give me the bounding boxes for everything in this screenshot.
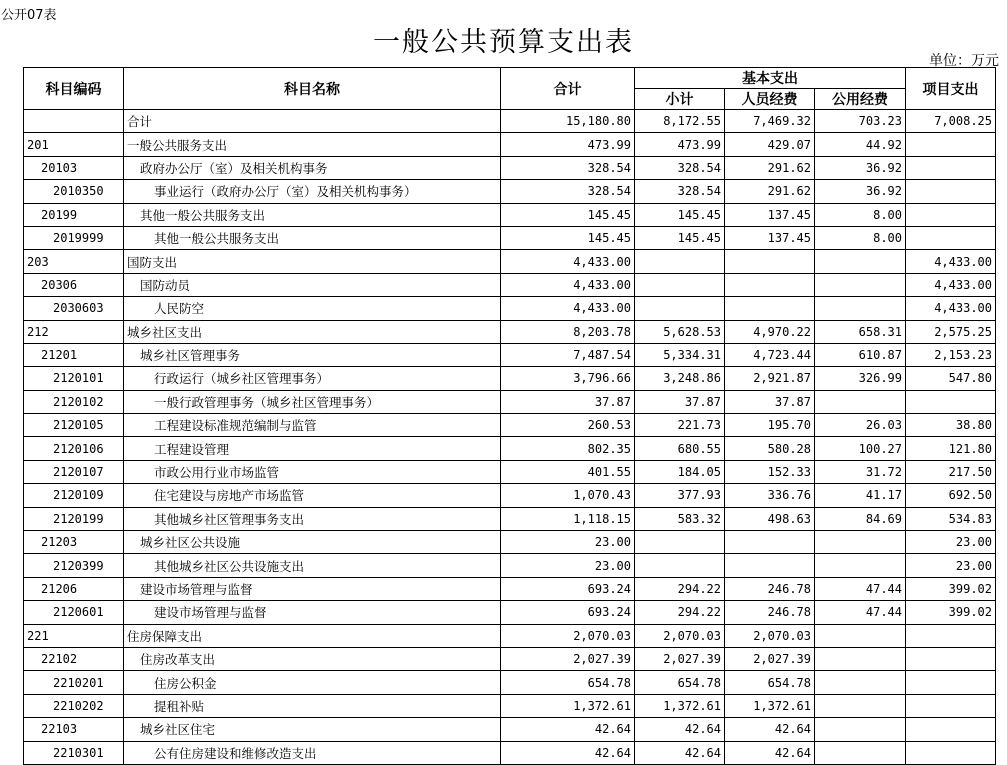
cell-code: 20103: [24, 156, 124, 179]
cell-public: 100.27: [815, 437, 906, 460]
cell-subtotal: [635, 250, 725, 273]
cell-name: 城乡社区公共设施: [124, 531, 501, 554]
cell-project: 2,153.23: [906, 343, 996, 366]
cell-name: 公有住房建设和维修改造支出: [124, 741, 501, 764]
cell-personnel: 429.07: [725, 133, 815, 156]
cell-subtotal: 294.22: [635, 601, 725, 624]
table-row: [24, 343, 996, 366]
cell-personnel: 195.70: [725, 414, 815, 437]
cell-project: [906, 180, 996, 203]
cell-project: [906, 156, 996, 179]
table-row: [24, 226, 996, 249]
cell-subtotal: 328.54: [635, 156, 725, 179]
cell-public: 36.92: [815, 180, 906, 203]
table-header: [24, 68, 996, 110]
cell-project: [906, 741, 996, 764]
cell-subtotal: 328.54: [635, 180, 725, 203]
cell-code: 201: [24, 133, 124, 156]
cell-project: 692.50: [906, 484, 996, 507]
cell-total: 4,433.00: [501, 273, 635, 296]
cell-name: 工程建设标准规范编制与监管: [124, 414, 501, 437]
cell-code: 2210202: [24, 694, 124, 717]
cell-code: 2120109: [24, 484, 124, 507]
cell-name: 提租补贴: [124, 694, 501, 717]
cell-total: 2,070.03: [501, 624, 635, 647]
cell-personnel: 291.62: [725, 156, 815, 179]
cell-total: 654.78: [501, 671, 635, 694]
cell-subtotal: [635, 554, 725, 577]
cell-public: [815, 250, 906, 273]
cell-code: 2120106: [24, 437, 124, 460]
cell-personnel: [725, 554, 815, 577]
table-row: [24, 203, 996, 226]
cell-total: 693.24: [501, 577, 635, 600]
table-row: [24, 367, 996, 390]
cell-name: 国防支出: [124, 250, 501, 273]
cell-subtotal: 1,372.61: [635, 694, 725, 717]
cell-code: 21201: [24, 343, 124, 366]
cell-total: 1,372.61: [501, 694, 635, 717]
table-row: [24, 133, 996, 156]
cell-personnel: 42.64: [725, 741, 815, 764]
cell-name: 城乡社区管理事务: [124, 343, 501, 366]
cell-project: 399.02: [906, 577, 996, 600]
cell-name: 建设市场管理与监督: [124, 601, 501, 624]
cell-personnel: 2,027.39: [725, 647, 815, 670]
cell-total: 145.45: [501, 203, 635, 226]
cell-public: [815, 671, 906, 694]
header-basic: 基本支出: [635, 68, 906, 89]
cell-project: [906, 718, 996, 741]
cell-total: 260.53: [501, 414, 635, 437]
cell-total: 1,070.43: [501, 484, 635, 507]
table-row: [24, 671, 996, 694]
cell-project: [906, 624, 996, 647]
cell-project: 4,433.00: [906, 297, 996, 320]
cell-personnel: [725, 297, 815, 320]
cell-name: 市政公用行业市场监管: [124, 460, 501, 483]
cell-total: 2,027.39: [501, 647, 635, 670]
cell-code: 22103: [24, 718, 124, 741]
cell-project: 2,575.25: [906, 320, 996, 343]
table-row: [24, 250, 996, 273]
cell-personnel: 7,469.32: [725, 110, 815, 133]
cell-project: [906, 671, 996, 694]
cell-personnel: 137.45: [725, 226, 815, 249]
cell-personnel: 137.45: [725, 203, 815, 226]
cell-name: 事业运行（政府办公厅（室）及相关机构事务）: [124, 180, 501, 203]
cell-project: 23.00: [906, 554, 996, 577]
cell-total: 802.35: [501, 437, 635, 460]
table-row: [24, 531, 996, 554]
cell-name: 一般行政管理事务（城乡社区管理事务）: [124, 390, 501, 413]
cell-personnel: 4,970.22: [725, 320, 815, 343]
cell-public: 326.99: [815, 367, 906, 390]
table-row: [24, 601, 996, 624]
table-row: [24, 718, 996, 741]
cell-name: 一般公共服务支出: [124, 133, 501, 156]
header-total: 合计: [501, 68, 635, 110]
cell-project: 547.80: [906, 367, 996, 390]
cell-public: [815, 554, 906, 577]
cell-code: 2030603: [24, 297, 124, 320]
cell-name: 其他一般公共服务支出: [124, 226, 501, 249]
cell-public: [815, 694, 906, 717]
page-title: 一般公共预算支出表: [373, 27, 634, 58]
cell-code: 2120601: [24, 601, 124, 624]
cell-personnel: 37.87: [725, 390, 815, 413]
cell-subtotal: 3,248.86: [635, 367, 725, 390]
header-project: 项目支出: [906, 68, 996, 110]
budget-table: [23, 67, 996, 765]
cell-total: 1,118.15: [501, 507, 635, 530]
header-name: 科目名称: [124, 68, 501, 110]
table-row: [24, 624, 996, 647]
cell-code: 2120199: [24, 507, 124, 530]
cell-code: 2120102: [24, 390, 124, 413]
cell-total: 4,433.00: [501, 297, 635, 320]
cell-public: 610.87: [815, 343, 906, 366]
cell-project: [906, 694, 996, 717]
cell-subtotal: 377.93: [635, 484, 725, 507]
table-row: [24, 320, 996, 343]
cell-subtotal: 5,334.31: [635, 343, 725, 366]
cell-project: 4,433.00: [906, 250, 996, 273]
cell-code: 22102: [24, 647, 124, 670]
cell-personnel: 246.78: [725, 601, 815, 624]
cell-public: 8.00: [815, 226, 906, 249]
cell-personnel: [725, 250, 815, 273]
cell-project: 534.83: [906, 507, 996, 530]
cell-project: 399.02: [906, 601, 996, 624]
cell-public: 31.72: [815, 460, 906, 483]
table-row: [24, 484, 996, 507]
unit-label: 单位：万元: [929, 53, 999, 69]
table-row: [24, 577, 996, 600]
cell-code: 2210301: [24, 741, 124, 764]
cell-subtotal: [635, 273, 725, 296]
cell-name: 住宅建设与房地产市场监管: [124, 484, 501, 507]
cell-project: [906, 203, 996, 226]
cell-project: 4,433.00: [906, 273, 996, 296]
cell-total: 328.54: [501, 180, 635, 203]
cell-code: 2120101: [24, 367, 124, 390]
cell-public: 84.69: [815, 507, 906, 530]
cell-total: 7,487.54: [501, 343, 635, 366]
cell-code: 212: [24, 320, 124, 343]
table-body: [24, 110, 996, 765]
cell-total: 15,180.80: [501, 110, 635, 133]
cell-total: 145.45: [501, 226, 635, 249]
document-tag: 公开07表: [1, 8, 57, 23]
cell-name: 其他一般公共服务支出: [124, 203, 501, 226]
cell-total: 8,203.78: [501, 320, 635, 343]
cell-total: 401.55: [501, 460, 635, 483]
cell-name: 其他城乡社区公共设施支出: [124, 554, 501, 577]
table-row: [24, 180, 996, 203]
cell-total: 4,433.00: [501, 250, 635, 273]
cell-name: 工程建设管理: [124, 437, 501, 460]
cell-subtotal: [635, 297, 725, 320]
cell-personnel: 654.78: [725, 671, 815, 694]
cell-public: 26.03: [815, 414, 906, 437]
cell-code: 203: [24, 250, 124, 273]
cell-personnel: 246.78: [725, 577, 815, 600]
cell-subtotal: 145.45: [635, 226, 725, 249]
cell-personnel: 336.76: [725, 484, 815, 507]
cell-public: [815, 718, 906, 741]
cell-public: [815, 531, 906, 554]
cell-code: 21203: [24, 531, 124, 554]
table-row: [24, 507, 996, 530]
cell-personnel: 42.64: [725, 718, 815, 741]
cell-name: 建设市场管理与监督: [124, 577, 501, 600]
table-row: [24, 156, 996, 179]
table-row: [24, 273, 996, 296]
cell-public: 8.00: [815, 203, 906, 226]
cell-subtotal: 8,172.55: [635, 110, 725, 133]
cell-total: 3,796.66: [501, 367, 635, 390]
table-row: [24, 437, 996, 460]
cell-project: [906, 390, 996, 413]
cell-project: 38.80: [906, 414, 996, 437]
cell-public: [815, 297, 906, 320]
cell-name: 政府办公厅（室）及相关机构事务: [124, 156, 501, 179]
cell-project: [906, 133, 996, 156]
cell-personnel: 2,070.03: [725, 624, 815, 647]
cell-subtotal: 42.64: [635, 741, 725, 764]
cell-public: [815, 624, 906, 647]
cell-code: 2120107: [24, 460, 124, 483]
cell-subtotal: 2,027.39: [635, 647, 725, 670]
cell-subtotal: 294.22: [635, 577, 725, 600]
table-row: [24, 554, 996, 577]
cell-subtotal: 5,628.53: [635, 320, 725, 343]
cell-name: 国防动员: [124, 273, 501, 296]
cell-code: 221: [24, 624, 124, 647]
cell-subtotal: 654.78: [635, 671, 725, 694]
cell-personnel: 580.28: [725, 437, 815, 460]
table-row: [24, 297, 996, 320]
cell-subtotal: 583.32: [635, 507, 725, 530]
cell-project: [906, 647, 996, 670]
cell-public: [815, 390, 906, 413]
cell-public: [815, 273, 906, 296]
cell-code: 20306: [24, 273, 124, 296]
cell-total: 23.00: [501, 554, 635, 577]
cell-name: 人民防空: [124, 297, 501, 320]
cell-subtotal: 2,070.03: [635, 624, 725, 647]
cell-subtotal: 145.45: [635, 203, 725, 226]
header-personnel: 人员经费: [725, 89, 815, 110]
cell-total: 37.87: [501, 390, 635, 413]
cell-code: 2120105: [24, 414, 124, 437]
cell-personnel: 1,372.61: [725, 694, 815, 717]
cell-personnel: [725, 531, 815, 554]
cell-personnel: 498.63: [725, 507, 815, 530]
cell-subtotal: 680.55: [635, 437, 725, 460]
cell-public: 703.23: [815, 110, 906, 133]
cell-public: 47.44: [815, 601, 906, 624]
cell-total: 693.24: [501, 601, 635, 624]
cell-code: 21206: [24, 577, 124, 600]
cell-code: 2120399: [24, 554, 124, 577]
cell-total: 23.00: [501, 531, 635, 554]
cell-code: 2210201: [24, 671, 124, 694]
header-code: 科目编码: [24, 68, 124, 110]
cell-code: 2019999: [24, 226, 124, 249]
cell-personnel: 4,723.44: [725, 343, 815, 366]
cell-public: 36.92: [815, 156, 906, 179]
cell-public: 47.44: [815, 577, 906, 600]
cell-public: [815, 647, 906, 670]
cell-name: 住房保障支出: [124, 624, 501, 647]
cell-personnel: [725, 273, 815, 296]
cell-total: 42.64: [501, 741, 635, 764]
cell-total: 328.54: [501, 156, 635, 179]
cell-project: 217.50: [906, 460, 996, 483]
cell-project: 121.80: [906, 437, 996, 460]
table-row: [24, 110, 996, 133]
cell-project: [906, 226, 996, 249]
cell-code: 20199: [24, 203, 124, 226]
cell-project: 23.00: [906, 531, 996, 554]
cell-personnel: 2,921.87: [725, 367, 815, 390]
cell-personnel: 152.33: [725, 460, 815, 483]
cell-subtotal: [635, 531, 725, 554]
cell-total: 42.64: [501, 718, 635, 741]
cell-name: 行政运行（城乡社区管理事务）: [124, 367, 501, 390]
cell-name: 其他城乡社区管理事务支出: [124, 507, 501, 530]
table-row: [24, 647, 996, 670]
table-row: [24, 390, 996, 413]
header-public: 公用经费: [815, 89, 906, 110]
cell-public: 41.17: [815, 484, 906, 507]
cell-name: 住房改革支出: [124, 647, 501, 670]
cell-code: 2010350: [24, 180, 124, 203]
cell-name: 城乡社区支出: [124, 320, 501, 343]
cell-subtotal: 473.99: [635, 133, 725, 156]
header-subtotal: 小计: [635, 89, 725, 110]
cell-public: 44.92: [815, 133, 906, 156]
cell-name: 住房公积金: [124, 671, 501, 694]
table-row: [24, 414, 996, 437]
cell-public: 658.31: [815, 320, 906, 343]
cell-name: 合计: [124, 110, 501, 133]
cell-subtotal: 221.73: [635, 414, 725, 437]
cell-subtotal: 184.05: [635, 460, 725, 483]
cell-project: 7,008.25: [906, 110, 996, 133]
cell-code: [24, 110, 124, 133]
cell-name: 城乡社区住宅: [124, 718, 501, 741]
cell-personnel: 291.62: [725, 180, 815, 203]
cell-total: 473.99: [501, 133, 635, 156]
table-row: [24, 694, 996, 717]
cell-subtotal: 42.64: [635, 718, 725, 741]
cell-subtotal: 37.87: [635, 390, 725, 413]
cell-public: [815, 741, 906, 764]
table-row: [24, 460, 996, 483]
table-row: [24, 741, 996, 764]
